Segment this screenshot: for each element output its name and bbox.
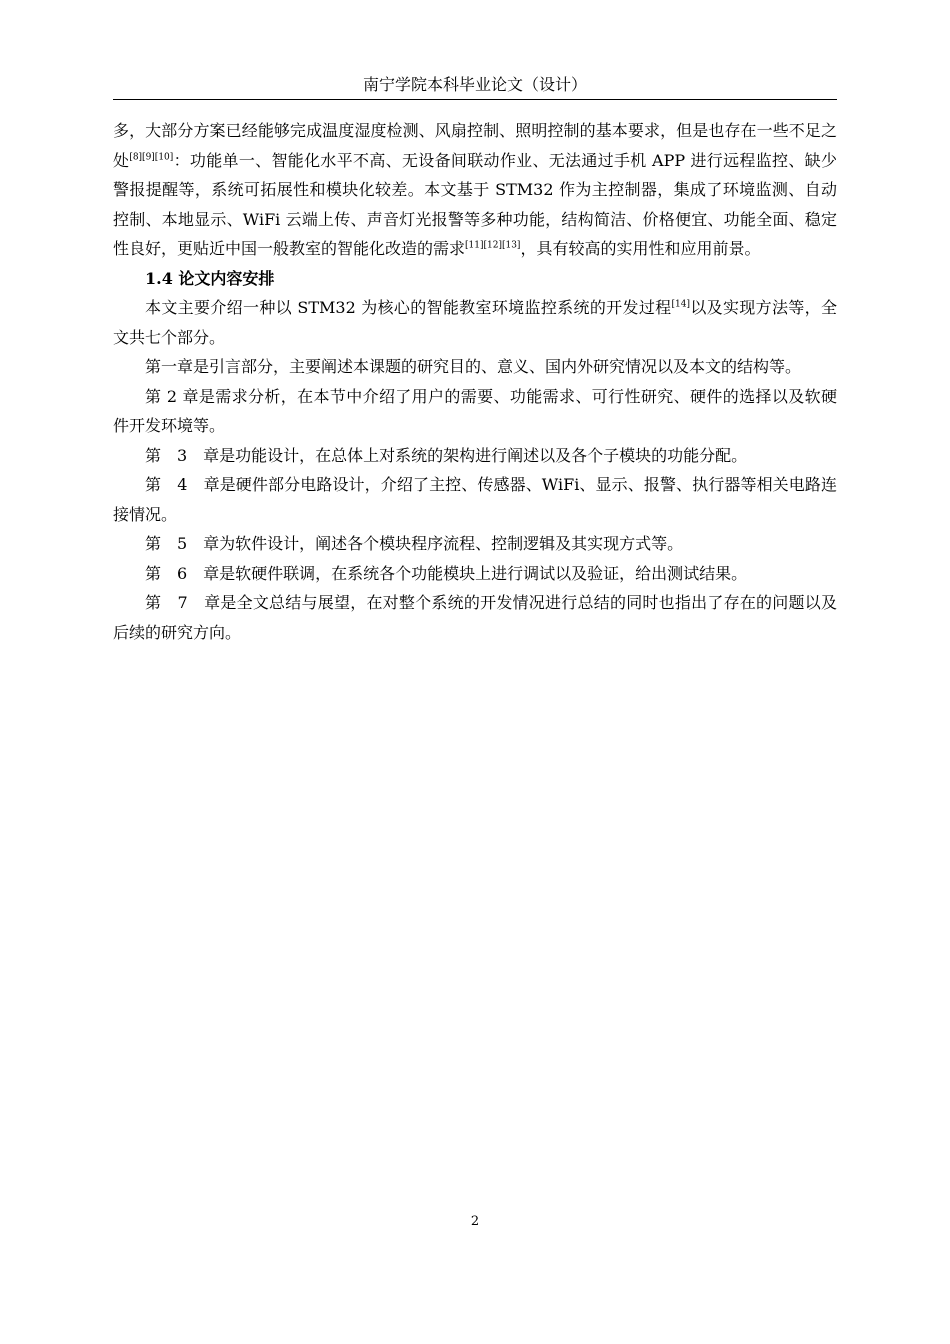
paragraph-chapter-1: 第一章是引言部分，主要阐述本课题的研究目的、意义、国内外研究情况以及本文的结构等。 — [145, 357, 802, 376]
paragraph-chapter-5: 第 5 章为软件设计，阐述各个模块程序流程、控制逻辑及其实现方式等。 — [145, 534, 684, 553]
section-heading: 1.4 论文内容安排 — [145, 268, 275, 288]
header-rule — [113, 99, 837, 100]
running-header: 南宁学院本科毕业论文（设计） — [362, 75, 587, 94]
text-run: ：功能单一、智能化水平不高、无设备间联动作业、无法通过手机 APP 进行远程监控、缺少警报提醒等，系统可拓展性和模块化较差。本文基于 STM32 作为主控制器，集成了环境监测、自动控制、本地显示、WiFi 云端上传、声音灯光报警等多种功能，结构简洁、价格便宜、功能全面、稳定性良好，更贴近中国一般教室的智能化改造的需求 — [113, 150, 837, 258]
page-number: 2 — [470, 1214, 480, 1229]
paragraph-chapter-4: 第 4 章是硬件部分电路设计，介绍了主控、传感器、WiFi、显示、报警、执行器等相关电路连接情况。 — [113, 475, 837, 524]
citation: [11][12][13] — [465, 240, 521, 251]
paragraph-chapter-2: 第 2 章是需求分析，在本节中介绍了用户的需要、功能需求、可行性研究、硬件的选择以及软硬件开发环境等。 — [113, 386, 837, 435]
paragraph-chapter-3: 第 3 章是功能设计，在总体上对系统的架构进行阐述以及各个子模块的功能分配。 — [145, 445, 748, 465]
body-text — [113, 116, 837, 647]
text-run: ，具有较高的实用性和应用前景。 — [520, 239, 761, 258]
paragraph-chapter-6: 第 6 章是软硬件联调，在系统各个功能模块上进行调试以及验证，给出测试结果。 — [145, 563, 748, 583]
citation: [14] — [671, 299, 690, 310]
text-run: 本文主要介绍一种以 STM32 为核心的智能教室环境监控系统的开发过程 — [145, 298, 672, 317]
text-run: 多，大部分方案已经能够完成温度湿度检测、风扇控制、照明控制的基本要求，但是也存在一些不足之处 — [113, 121, 837, 170]
paragraph-intro — [113, 293, 837, 352]
paragraph-chapter-7: 第 7 章是全文总结与展望，在对整个系统的开发情况进行总结的同时也指出了存在的问题以及后续的研究方向。 — [113, 593, 837, 642]
paragraph-continuation — [113, 116, 837, 264]
citation: [8][9][10] — [129, 152, 174, 163]
text-run: 以及实现方法等，全文共七个部分。 — [113, 298, 837, 347]
